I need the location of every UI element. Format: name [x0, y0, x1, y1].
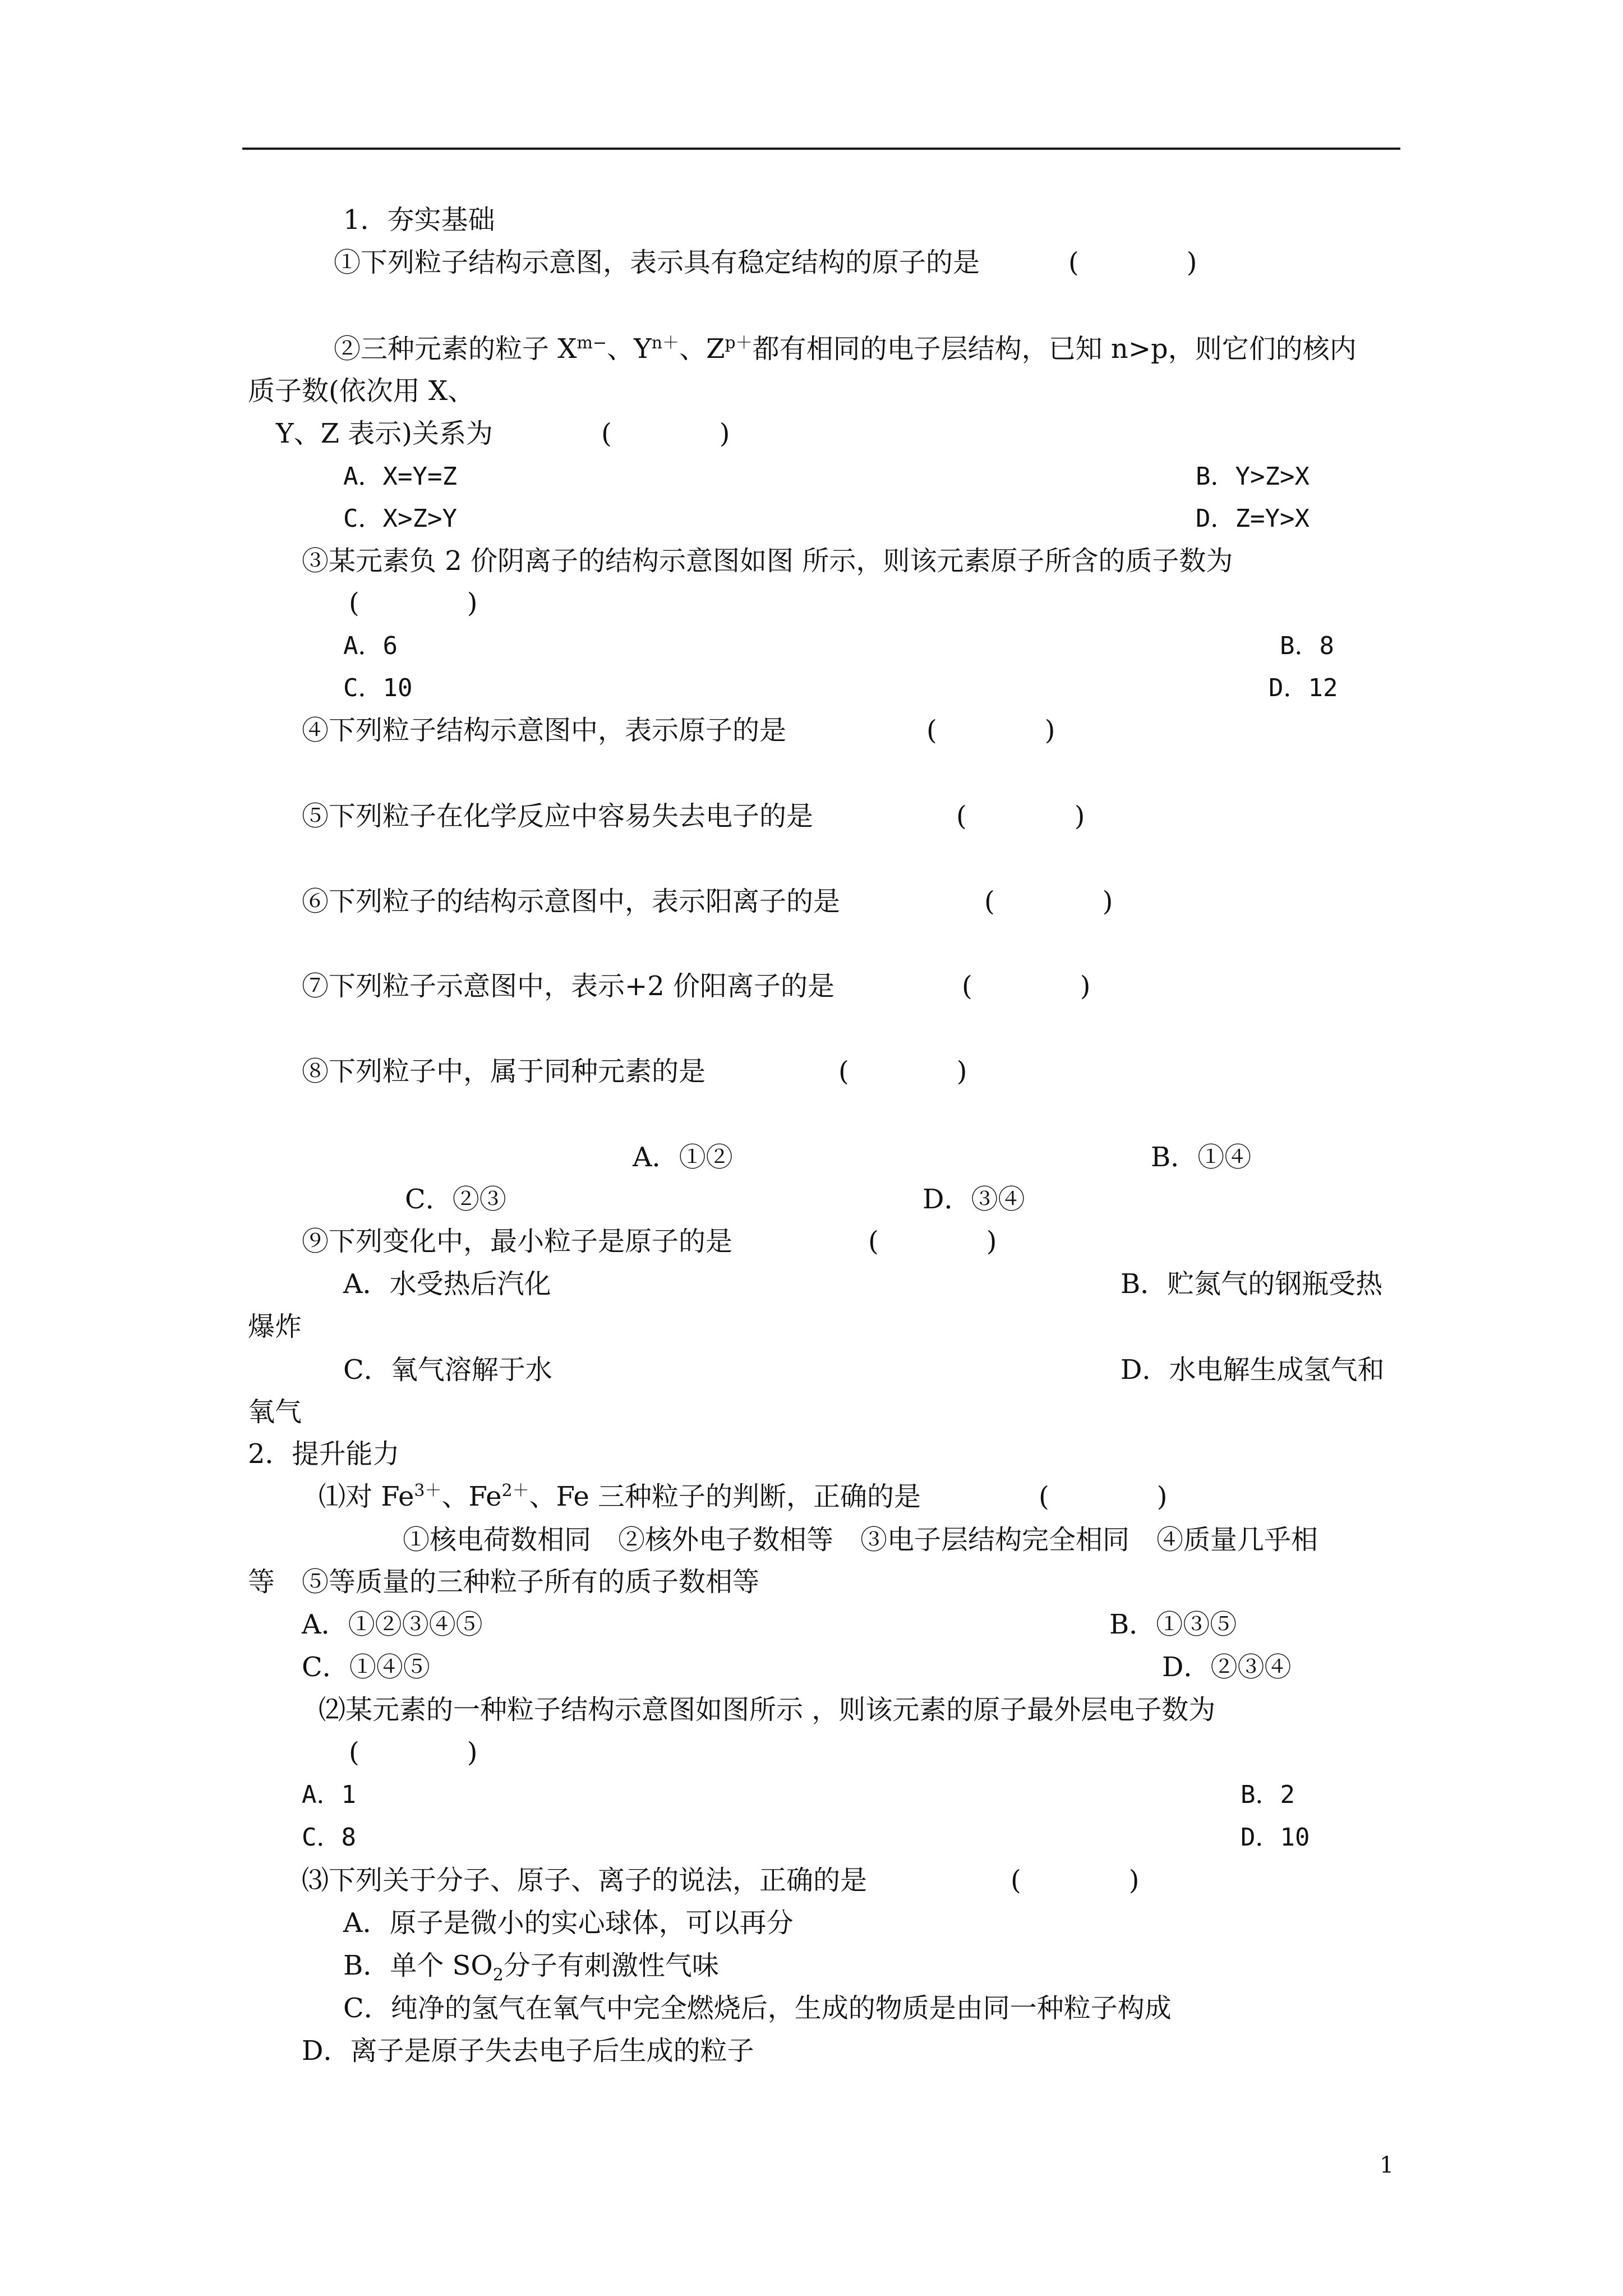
option-d: D．离子是原子失去电子后生成的粒子: [302, 2035, 754, 2067]
question-1-5-stem: ⑤下列粒子在化学反应中容易失去电子的是: [302, 800, 814, 832]
option-c: C．①④⑤: [302, 1651, 430, 1683]
option-c: C．X>Z>Y: [343, 504, 457, 533]
option-d-continued: 氧气: [248, 1396, 302, 1428]
option-d: D．Z=Y>X: [1196, 504, 1310, 533]
question-2-1-statements: ①核电荷数相同 ②核外电子数相等 ③电子层结构完全相同 ④质量几乎相: [403, 1524, 1318, 1556]
charge-superscript: p＋: [725, 333, 753, 353]
option-d: D．10: [1241, 1823, 1310, 1852]
question-1-2-stem: ②三种元素的粒子 $X^{m-}$、$Y^{n+}$、$Z^{p+}$都有相同的电子层结构，已知 n>p，则它们的核内: [334, 333, 1357, 365]
question-1-5-paren: ( ): [956, 800, 1085, 832]
option-d: D．12: [1269, 674, 1338, 702]
page-number: 1: [1380, 2152, 1394, 2178]
question-1-2-paren: ( ): [601, 418, 730, 449]
question-1-3-paren: ( ): [349, 587, 478, 619]
option-c: C．纯净的氢气在氧气中完全燃烧后，生成的物质是由同一种粒子构成: [343, 1993, 1172, 2024]
option-c: C．氧气溶解于水: [343, 1354, 552, 1386]
option-a: A．①②: [633, 1142, 733, 1173]
section2-heading: 2．提升能力: [248, 1438, 400, 1470]
charge-superscript: m−: [577, 333, 607, 353]
section1-heading: 1．夯实基础: [343, 204, 495, 236]
option-b: B．2: [1241, 1780, 1295, 1809]
option-b: B．①④: [1151, 1142, 1252, 1173]
charge-superscript: 3＋: [414, 1481, 442, 1501]
question-1-4-stem: ④下列粒子结构示意图中，表示原子的是: [302, 715, 787, 746]
option-a: A．原子是微小的实心球体，可以再分: [343, 1907, 794, 1939]
option-b: B．单个 $SO_2$分子有刺激性气味: [343, 1950, 719, 1985]
option-d: D．水电解生成氢气和: [1121, 1354, 1385, 1386]
option-b-continued: 爆炸: [248, 1311, 302, 1342]
question-1-9-stem: ⑨下列变化中，最小粒子是原子的是: [302, 1226, 733, 1257]
option-d: D．②③④: [1162, 1651, 1292, 1683]
option-c: C．10: [343, 674, 413, 702]
question-2-2-paren: ( ): [349, 1737, 478, 1768]
option-b: B．Y>Z>X: [1196, 462, 1310, 491]
question-2-1-paren: ( ): [1039, 1481, 1168, 1512]
question-1-6-paren: ( ): [984, 886, 1113, 917]
question-1-7-paren: ( ): [962, 970, 1091, 1002]
question-2-3-paren: ( ): [1011, 1865, 1140, 1896]
option-c: C．②③: [405, 1184, 506, 1215]
question-1-6-stem: ⑥下列粒子的结构示意图中，表示阳离子的是: [302, 886, 841, 917]
question-1-1-paren: ( ): [1068, 247, 1197, 278]
header-rule: [242, 148, 1400, 150]
question-1-8-paren: ( ): [838, 1056, 967, 1087]
option-a: A．①②③④⑤: [302, 1609, 483, 1640]
question-2-1-stem: ⑴对 $Fe^{3+}$、$Fe^{2+}$、Fe 三种粒子的判断，正确的是: [319, 1481, 921, 1512]
question-1-2-stem-line2: 质子数(依次用 X、: [248, 375, 475, 407]
question-2-2-stem: ⑵某元素的一种粒子结构示意图如图所示 ，则该元素的原子最外层电子数为: [319, 1694, 1216, 1726]
charge-superscript: 2＋: [501, 1481, 529, 1501]
question-2-1-statements-cont: 等 ⑤等质量的三种粒子所有的质子数相等: [248, 1566, 760, 1598]
option-a: A．6: [343, 632, 398, 660]
question-1-7-stem: ⑦下列粒子示意图中，表示+2 价阳离子的是: [302, 970, 835, 1002]
option-a: A．1: [302, 1780, 356, 1809]
option-b: B．①③⑤: [1109, 1609, 1237, 1640]
option-b: B．贮氮气的钢瓶受热: [1121, 1268, 1383, 1300]
question-1-2-stem-line3: Y、Z 表示)关系为: [276, 418, 494, 449]
charge-superscript: n＋: [651, 333, 680, 353]
option-c: C．8: [302, 1823, 356, 1852]
option-d: D．③④: [923, 1184, 1025, 1215]
question-1-1-stem: ①下列粒子结构示意图，表示具有稳定结构的原子的是: [334, 247, 980, 278]
subscript: 2: [492, 1965, 504, 1985]
question-1-8-stem: ⑧下列粒子中，属于同种元素的是: [302, 1056, 706, 1087]
question-2-3-stem: ⑶下列关于分子、原子、离子的说法，正确的是: [302, 1865, 868, 1896]
question-1-3-stem: ③某元素负 2 价阴离子的结构示意图如图 所示，则该元素原子所含的质子数为: [302, 545, 1233, 577]
option-b: B．8: [1280, 632, 1334, 660]
option-a: A．水受热后汽化: [343, 1268, 551, 1300]
question-1-4-paren: ( ): [926, 715, 1055, 746]
question-1-9-paren: ( ): [868, 1226, 997, 1257]
option-a: A．X=Y=Z: [343, 462, 457, 491]
